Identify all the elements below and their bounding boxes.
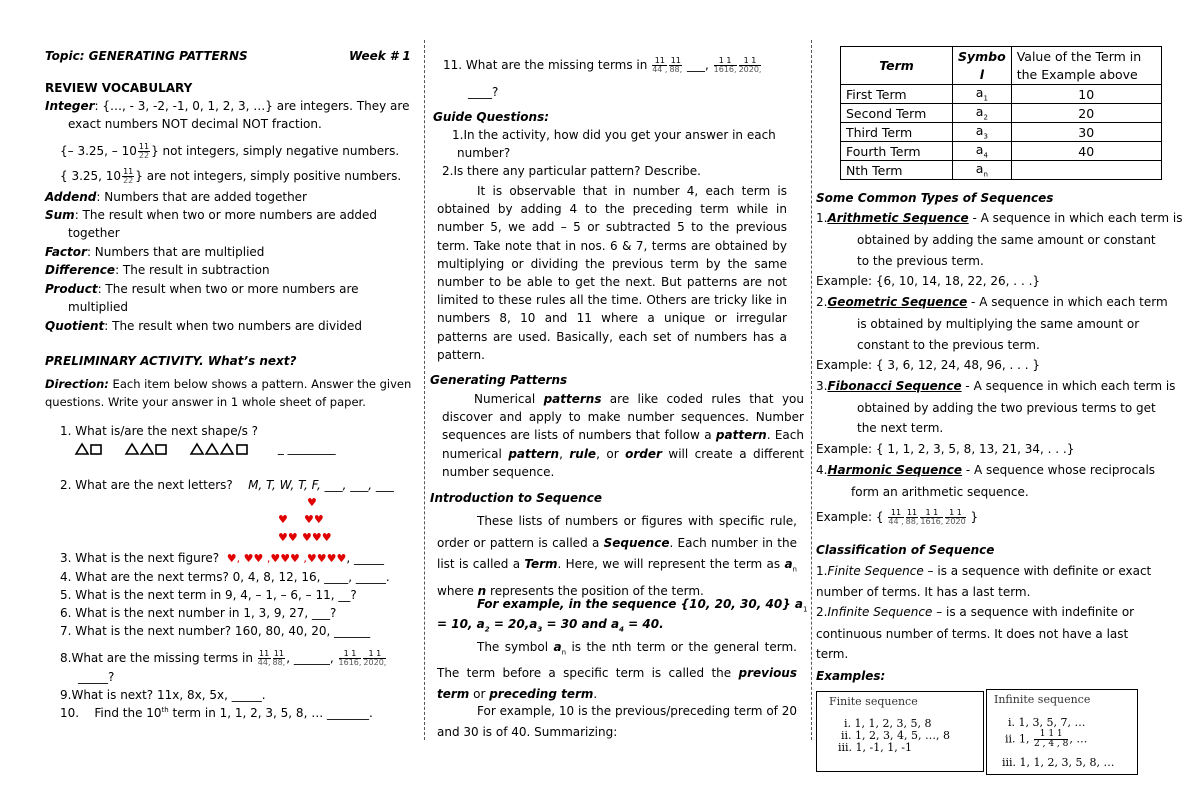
example-2-paragraph: For example, 10 is the previous/preceding term of 20 and 30 is of 40. Summarizing: (437, 704, 797, 739)
heart-icon: ♥ (307, 496, 317, 509)
geometric-example: Example: { 3, 6, 12, 24, 48, 96, . . . } (816, 358, 1041, 372)
harmonic-example: Example: { $\frac{11}{44 ,}$ $\frac{11}{88,}$ $\frac{1 1}{1616,}$ $\frac{1 1}{2020}$ } (816, 508, 979, 526)
guide-heading: Guide Questions: (433, 110, 550, 124)
heart-icon: ♥♥ (278, 531, 298, 544)
infinite-def: 2.Infinite Sequence – is a sequence with indefinite or (816, 605, 1135, 619)
question-8: 8.What are the missing terms in $\frac{11}{44,}$ $\frac{11}{88,}$ , ______, $\frac{1 1}{1616,}$ $\frac{1 1}{2020,}$ (60, 649, 387, 667)
question-11-blank: ____? (468, 85, 499, 99)
product-def: Product: The result when two or more numbers are (45, 282, 359, 296)
table-row: Third Term $a_3$ 30 (841, 123, 1162, 142)
fraction-1-1616: $\frac{1 1}{1616,}$ (338, 649, 362, 667)
finite-example-box (816, 691, 984, 772)
term-symbol-table (840, 46, 1162, 180)
table-header-row (841, 47, 1162, 66)
fibonacci-def-2: obtained by adding the two previous terms to get (857, 401, 1156, 415)
finite-box-title: Finite sequence (829, 695, 918, 708)
classification-heading: Classification of Sequence (816, 543, 995, 557)
heart-icon: ♥♥♥ (302, 531, 332, 544)
fraction-11-22: $\frac{11}{22}$ (138, 142, 150, 160)
infinite-box-item: i. 1, 3, 5, 7, … (1008, 716, 1086, 729)
table-header-value: Value of the Term in (1011, 47, 1161, 66)
sum-def-2: together (68, 226, 120, 240)
examples-heading: Examples: (816, 669, 886, 683)
fraction-1-2020: $\frac{1 1}{2020,}$ (738, 56, 762, 74)
positive-example: { 3.25, 10 $\frac{11}{22}$ } are not integers, simply positive numbers. (60, 167, 402, 185)
week-label: Week # 1 (349, 49, 411, 63)
fraction-1-2020: $\frac{1 1}{2020}$ (945, 508, 966, 526)
finite-box-item: iii. 1, -1, 1, -1 (838, 741, 912, 754)
geometric-def-2: is obtained by multiplying the same amount or (857, 317, 1140, 331)
vocab-heading: REVIEW VOCABULARY (45, 81, 193, 95)
arithmetic-example: Example: {6, 10, 14, 18, 22, 26, . . .} (816, 274, 1041, 288)
heart-icon: ♥♥ (304, 513, 324, 526)
infinite-def-3: term. (816, 647, 849, 661)
direction-line-2: questions. Write your answer in 1 whole sheet of paper. (45, 395, 366, 409)
question-10: 10. Find the 10th term in 1, 1, 2, 3, 5, 8, … _______. (60, 706, 373, 720)
question-6: 6. What is the next number in 1, 3, 9, 27, ___? (60, 606, 337, 620)
fibonacci-def: 3.Fibonacci Sequence - A sequence in which each term is (816, 379, 1176, 393)
types-heading: Some Common Types of Sequences (816, 191, 1054, 205)
harmonic-def: 4.Harmonic Sequence - A sequence whose reciprocals (816, 463, 1156, 477)
guide-question-2: 2.Is there any particular pattern? Describe. (442, 164, 701, 178)
question-1: 1. What is/are the next shape/s ? (60, 424, 259, 438)
table-header-term: Term (841, 47, 953, 85)
fraction-11-44: $\frac{11}{44 ,}$ (652, 56, 668, 74)
table-row: Nth Term $a_n$ (841, 161, 1162, 180)
fraction-11-88: $\frac{11}{88,}$ (669, 56, 683, 74)
triangle-square-pattern-icon (74, 442, 274, 456)
integer-def-2: exact numbers NOT decimal NOT fraction. (68, 117, 322, 131)
heart-sequence-icon: ♥, ♥♥ ,♥♥♥ ,♥♥♥♥ (226, 552, 347, 565)
example-line-2: = 10, $a_2 = 20,a_3 = 30$ and $a_4 = 40$. (437, 617, 664, 634)
question-4: 4. What are the next terms? 0, 4, 8, 12, 16, ____, _____. (60, 570, 390, 584)
direction-line-1: Direction: Each item below shows a pattern. Answer the given (45, 377, 412, 391)
table-row: Second Term $a_2$ 20 (841, 104, 1162, 123)
heart-icon: ♥ (278, 513, 288, 526)
table-header-value: the Example above (1011, 66, 1161, 85)
guide-question-1: 1.In the activity, how did you get your answer in each (452, 128, 776, 142)
column-left (0, 0, 424, 785)
prelim-heading: PRELIMINARY ACTIVITY. What’s next? (45, 354, 297, 368)
fibonacci-example: Example: { 1, 1, 2, 3, 5, 8, 13, 21, 34, . . .} (816, 442, 1075, 456)
fraction-11-44: $\frac{11}{44 ,}$ (888, 508, 904, 526)
difference-def: Difference: The result in subtraction (45, 263, 270, 277)
harmonic-def-2: form an arithmetic sequence. (851, 485, 1029, 499)
sum-def: Sum: The result when two or more numbers are added (45, 208, 378, 222)
intro-paragraph: These lists of numbers or figures with specific rule, order or pattern is called a Sequence. Each number in the list is called a Term. Here, we will represent the term as $a_n$ where n represents the position of the term. (437, 514, 798, 598)
finite-box-item: ii. 1, 2, 3, 4, 5, …, 8 (841, 729, 950, 742)
arithmetic-def: 1.Arithmetic Sequence - A sequence in which each term is (816, 211, 1183, 225)
fraction-1-1616: $\frac{1 1}{1616,}$ (713, 56, 737, 74)
table-header-symbol: l (953, 66, 1012, 85)
arithmetic-def-3: to the previous term. (857, 254, 984, 268)
question-9: 9.What is next? 11x, 8x, 5x, _____. (60, 688, 266, 702)
fraction-1-1616: $\frac{1 1}{1616,}$ (920, 508, 944, 526)
finite-def-2: number of terms. It has a last term. (816, 585, 1031, 599)
column-right (811, 0, 1200, 785)
fraction-1-2020: $\frac{1 1}{2020,}$ (363, 649, 387, 667)
question-11: 11. What are the missing terms in $\frac{11}{44 ,}$ $\frac{11}{88,}$ ___, $\frac{1 1}{1616,}$ $\frac{1 1}{2020,}$ (443, 56, 762, 74)
symbol-paragraph: The symbol $a_n$ is the nth term or the general term. The term before a specific term is called the previous term or preceding term. (437, 640, 797, 702)
infinite-example-box (986, 689, 1138, 775)
generating-paragraph: Numerical patterns are like coded rules that you discover and apply to make number sequences. Number sequences are lists of numbers that follow a pattern. Each numerical pattern, rule, or order will create a different number sequence. (442, 392, 805, 479)
table-header-symbol: Symbo (953, 47, 1012, 66)
example-line-1: For example, in the sequence {10, 20, 30, 40} $a_1$ (477, 597, 808, 614)
negative-example: {– 3.25, – 10 $\frac{11}{22}$ } not integers, simply negative numbers. (60, 142, 400, 160)
topic-heading: Topic: GENERATING PATTERNS (45, 49, 248, 63)
table-row: Fourth Term $a_4$ 40 (841, 142, 1162, 161)
question-3: 3. What is the next figure? ♥, ♥♥ ,♥♥♥ ,♥♥♥♥, _____ (60, 551, 384, 565)
guide-paragraph: It is observable that in number 4, each term is obtained by adding 4 to the preceding term while in number 5, we add – 5 or subtracted 5 to the previous term. Take note that in nos. 6 & 7, terms are obtained by multiplying or dividing the previous term by the same number to be able to get the next. But patterns are not limited to these rules all the time. Others are tricky like in numbers 8, 10 and 11 where a unique or irregular patterns are used. Basically, each set of numbers has a pattern. (437, 184, 787, 362)
finite-def: 1.Finite Sequence – is a sequence with definite or exact (816, 564, 1152, 578)
geometric-def: 2.Geometric Sequence - A sequence in which each term (816, 295, 1168, 309)
fraction-11-88: $\frac{11}{88,}$ (272, 649, 286, 667)
finite-box-item: i. 1, 1, 2, 3, 5, 8 (844, 717, 932, 730)
question-2: 2. What are the next letters? M, T, W, T, F, ___, ___, ___ (60, 478, 394, 492)
table-row: First Term $a_1$ 10 (841, 85, 1162, 104)
fibonacci-def-3: the next term. (857, 421, 944, 435)
intro-heading: Introduction to Sequence (430, 491, 602, 505)
arithmetic-def-2: obtained by adding the same amount or constant (857, 233, 1156, 247)
fraction-11-44: $\frac{11}{44,}$ (257, 649, 271, 667)
fraction-11-22: $\frac{11}{22}$ (123, 167, 134, 185)
infinite-box-item: ii. 1, $\frac{1 1 1}{2 , 4 , 8}$ , … (1005, 729, 1088, 749)
integer-def: Integer: {…, - 3, -2, -1, 0, 1, 2, 3, …} are integers. They are (45, 99, 410, 113)
infinite-box-item: iii. 1, 1, 2, 3, 5, 8, … (1002, 756, 1115, 769)
quotient-def: Quotient: The result when two numbers are divided (45, 319, 363, 333)
infinite-box-title: Infinite sequence (994, 693, 1091, 706)
column-middle (425, 0, 811, 785)
shape-pattern: _ ________ (74, 441, 336, 456)
fraction-11-88: $\frac{11}{88,}$ (905, 508, 919, 526)
infinite-def-2: continuous number of terms. It does not have a last (816, 627, 1129, 641)
question-8-blank: _____? (78, 670, 115, 684)
generating-heading: Generating Patterns (430, 373, 568, 387)
product-def-2: multiplied (68, 300, 128, 314)
guide-question-1b: number? (457, 146, 511, 160)
factor-def: Factor: Numbers that are multiplied (45, 245, 265, 259)
addend-def: Addend: Numbers that are added together (45, 190, 307, 204)
question-5: 5. What is the next term in 9, 4, – 1, – 6, – 11, __? (60, 588, 357, 602)
geometric-def-3: constant to the previous term. (857, 338, 1040, 352)
question-7: 7. What is the next number? 160, 80, 40, 20, ______ (60, 624, 371, 638)
